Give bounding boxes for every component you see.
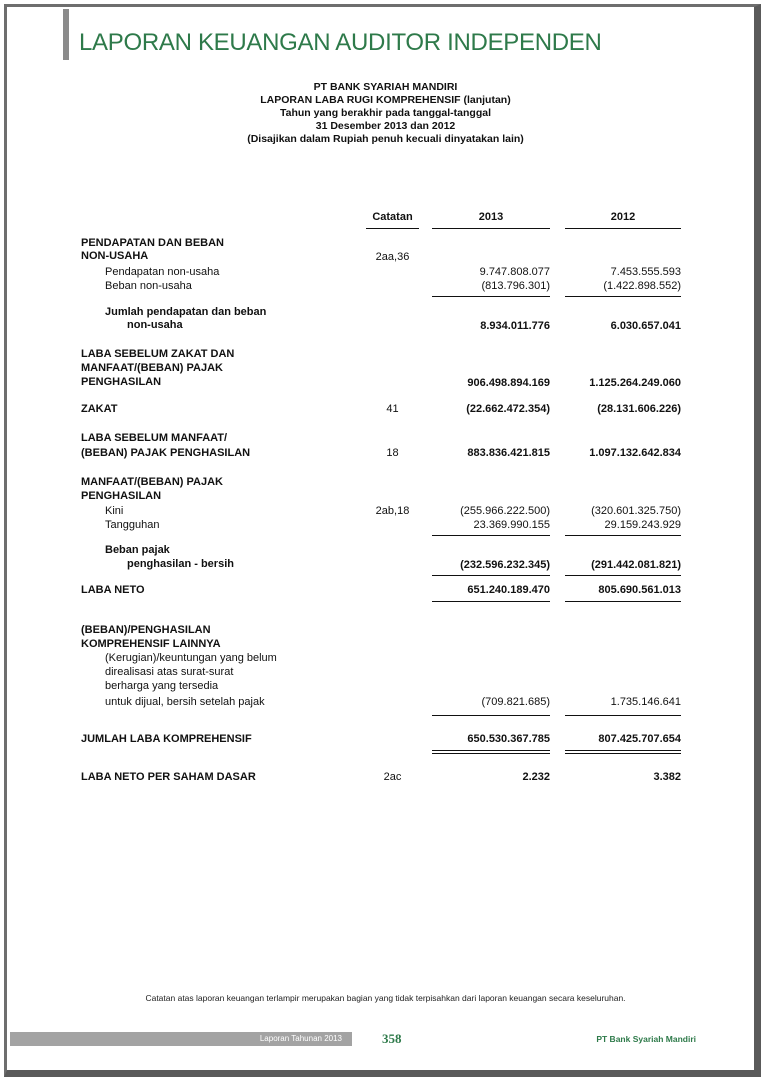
row-label: Pendapatan non-usaha (105, 266, 220, 278)
value-2012: 1.735.146.641 (610, 696, 681, 708)
value-2013: 23.369.990.155 (473, 519, 550, 531)
note-ref: 2ab,18 (375, 505, 410, 517)
value-2013: (813.796.301) (481, 280, 550, 292)
report-currency-note: (Disajikan dalam Rupiah penuh kecuali dinyatakan lain) (247, 133, 524, 145)
section-title: ZAKAT (81, 403, 118, 415)
note-ref: 18 (386, 447, 399, 459)
value-2013: 883.836.421.815 (467, 447, 550, 459)
title-accent-bar (63, 9, 69, 60)
footer-company-name: PT Bank Syariah Mandiri (596, 1034, 696, 1044)
value-2012: 805.690.561.013 (598, 584, 681, 596)
double-rule (432, 753, 550, 754)
subtotal-rule (432, 575, 550, 576)
subtotal-rule (432, 715, 550, 716)
page-frame (4, 4, 761, 1077)
section-title: LABA SEBELUM MANFAAT/ (81, 432, 228, 444)
row-label: Jumlah pendapatan dan beban (105, 306, 267, 318)
value-2013: 650.530.367.785 (467, 733, 550, 745)
col-header-rule (366, 228, 419, 229)
total-rule (432, 601, 550, 602)
col-header-rule (565, 228, 681, 229)
subtotal-rule (565, 575, 681, 576)
note-ref: 2aa,36 (375, 251, 410, 263)
subtotal-rule (565, 715, 681, 716)
double-rule (432, 750, 550, 751)
total-rule (565, 601, 681, 602)
row-label: Kini (105, 505, 124, 517)
row-label: berharga yang tersedia (105, 680, 219, 692)
section-title: LABA SEBELUM ZAKAT DAN (81, 348, 235, 360)
value-2012: (1.422.898.552) (603, 280, 681, 292)
note-ref: 2ac (383, 771, 402, 783)
value-2012: 1.097.132.642.834 (589, 447, 681, 459)
row-label: non-usaha (127, 319, 183, 331)
value-2012: (320.601.325.750) (591, 505, 681, 517)
section-title: PENGHASILAN (81, 490, 162, 502)
value-2012: 29.159.243.929 (604, 519, 681, 531)
value-2012: (28.131.606.226) (597, 403, 681, 415)
value-2013: (255.966.222.500) (460, 505, 550, 517)
value-2013: 906.498.894.169 (467, 377, 550, 389)
section-title: KOMPREHENSIF LAINNYA (81, 638, 221, 650)
value-2013: 8.934.011.776 (480, 320, 550, 332)
value-2013: (22.662.472.354) (466, 403, 550, 415)
page-number: 358 (382, 1031, 402, 1046)
value-2012: 1.125.264.249.060 (589, 377, 681, 389)
value-2012: 3.382 (653, 771, 681, 783)
section-title: (BEBAN)/PENGHASILAN (81, 624, 211, 636)
page-title: LAPORAN KEUANGAN AUDITOR INDEPENDEN (79, 29, 602, 56)
value-2012: 7.453.555.593 (610, 266, 681, 278)
section-title: (BEBAN) PAJAK PENGHASILAN (81, 447, 251, 459)
subtotal-rule (565, 535, 681, 536)
section-title: NON-USAHA (81, 250, 149, 262)
subtotal-rule (432, 535, 550, 536)
col-header-catatan: Catatan (372, 211, 413, 223)
row-label: Beban pajak (105, 544, 170, 556)
row-label: (Kerugian)/keuntungan yang belum (105, 652, 277, 664)
section-title: LABA NETO PER SAHAM DASAR (81, 771, 256, 783)
row-label: Tangguhan (105, 519, 160, 531)
value-2013: 2.232 (522, 771, 550, 783)
double-rule (565, 753, 681, 754)
value-2013: 9.747.808.077 (479, 266, 550, 278)
section-title: PENGHASILAN (81, 376, 162, 388)
section-title: MANFAAT/(BEBAN) PAJAK (81, 476, 223, 488)
row-label: Beban non-usaha (105, 280, 192, 292)
subtotal-rule (432, 296, 550, 297)
section-title: PENDAPATAN DAN BEBAN (81, 237, 224, 249)
subtotal-rule (565, 296, 681, 297)
section-title: MANFAAT/(BEBAN) PAJAK (81, 362, 223, 374)
section-title: LABA NETO (81, 584, 145, 596)
company-name: PT BANK SYARIAH MANDIRI (313, 81, 458, 93)
value-2012: 6.030.657.041 (610, 320, 681, 332)
col-header-2012: 2012 (610, 211, 636, 223)
row-label: untuk dijual, bersih setelah pajak (105, 696, 265, 708)
report-period-line2: 31 Desember 2013 dan 2012 (315, 120, 456, 132)
row-label: penghasilan - bersih (127, 558, 234, 570)
footnote: Catatan atas laporan keuangan terlampir merupakan bagian yang tidak terpisahkan dari laporan keuangan secara keseluruhan. (145, 993, 626, 1003)
row-label: direalisasi atas surat-surat (105, 666, 234, 678)
value-2013: (232.596.232.345) (460, 559, 550, 571)
report-title: LAPORAN LABA RUGI KOMPREHENSIF (lanjutan) (260, 94, 511, 106)
section-title: JUMLAH LABA KOMPREHENSIF (81, 733, 252, 745)
footer-report-name: Laporan Tahunan 2013 (259, 1034, 342, 1043)
value-2012: 807.425.707.654 (598, 733, 681, 745)
value-2013: 651.240.189.470 (467, 584, 550, 596)
value-2012: (291.442.081.821) (591, 559, 681, 571)
note-ref: 41 (386, 403, 399, 415)
report-period-line1: Tahun yang berakhir pada tanggal-tanggal (280, 107, 491, 119)
value-2013: (709.821.685) (481, 696, 550, 708)
col-header-rule (432, 228, 550, 229)
double-rule (565, 750, 681, 751)
col-header-2013: 2013 (478, 211, 504, 223)
